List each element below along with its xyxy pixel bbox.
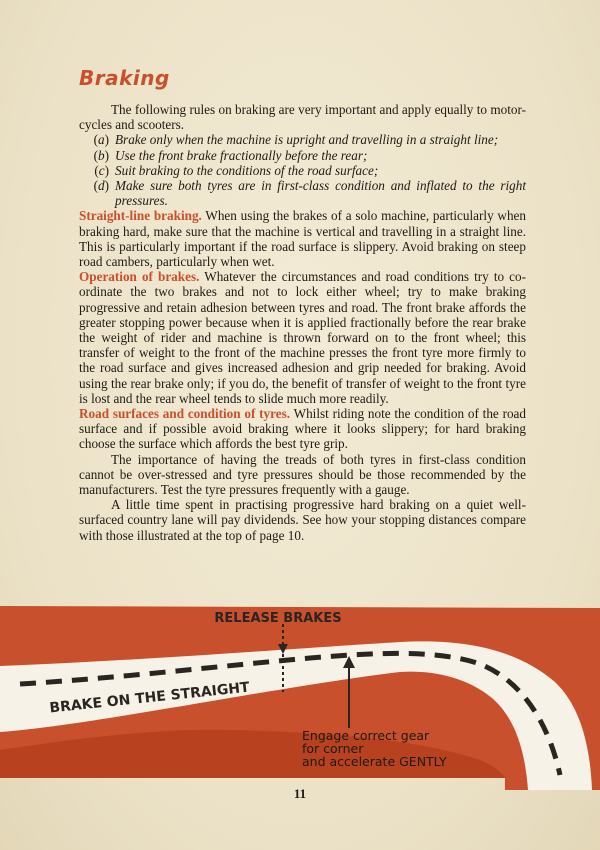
- engage-gear-label-line2: for corner: [302, 741, 364, 756]
- section-road-surfaces: [79, 406, 526, 452]
- practice-paragraph: A little time spent in practising progressive hard braking on a quiet well-surfaced country lane will pay dividends. See how your stopping distances compare with those illustrated at the top of page 10.: [79, 497, 526, 543]
- section-title: Straight-line braking.: [79, 208, 202, 224]
- engage-gear-label-line3: and accelerate GENTLY: [302, 754, 447, 769]
- section-straight-line-braking: [79, 208, 526, 269]
- rule-text: Use the front brake fractionally before the rear;: [115, 147, 368, 163]
- rule-item: (b) Use the front brake fractionally before the rear;: [93, 147, 368, 163]
- page-number: 11: [293, 786, 307, 801]
- rule-text: Make sure both tyres are in first-class condition and inflated to the right pressures.: [115, 178, 526, 209]
- section-title: Operation of brakes.: [79, 269, 200, 285]
- rule-item: (c) Suit braking to the conditions of the road surface;: [94, 162, 379, 178]
- section-text: Whatever the circumstances and road conditions try to co-ordinate the two brakes and not to lock either wheel; try to make braking progressive and retain adhesion between tyres and road. The front brake affords the greater stopping power because when it is applied fractionally before the rear brake the weight of rider and machine is thrown forward on to the front wheel; this transfer of weight to the front of the machine presses the front tyre more firmly to the road surface and gives increased adhesion and grip needed for braking. Avoid using the rear brake only; if you do, the benefit of transfer of weight to the front tyre is lost and the rear wheel tends to slide much more readily.: [79, 269, 527, 406]
- section-text: When using the brakes of a solo machine, particularly when braking hard, make sure that the machine is vertical and travelling in a straight line. This is particularly important if the road surface is slippery. Avoid braking on steep road cambers, particularly when wet.: [79, 208, 526, 270]
- body-text: [79, 102, 526, 543]
- section-title: Road surfaces and condition of tyres.: [79, 406, 291, 422]
- section-text: Whilst riding note the condition of the road surface and if possible avoid braking where it looks slippery; for hard braking choose the surface which affords the best tyre grip.: [79, 406, 527, 452]
- brake-on-straight-label: BRAKE ON THE STRAIGHT: [48, 679, 251, 717]
- rule-item: (d) Make sure both tyres are in first-class condition and inflated to the right pressures.: [93, 178, 526, 209]
- section-operation-of-brakes: [79, 269, 526, 406]
- page-heading: Braking: [79, 66, 170, 90]
- braking-rules: [79, 132, 526, 208]
- rule-text: Brake only when the machine is upright and travelling in a straight line;: [115, 132, 499, 148]
- rule-text: Suit braking to the conditions of the road surface;: [115, 162, 379, 178]
- rule-item: (a) Brake only when the machine is upright and travelling in a straight line;: [93, 132, 499, 148]
- intro-paragraph: The following rules on braking are very important and apply equally to motor-cycles and scooters.: [79, 102, 526, 133]
- release-brakes-label: RELEASE BRAKES: [214, 611, 342, 626]
- tyre-pressure-paragraph: The importance of having the treads of both tyres in first-class condition cannot be over-stressed and tyre pressures should be those recommended by the manufacturers. Test the tyre pressures frequently with a gauge.: [79, 451, 526, 498]
- engage-gear-label-line1: Engage correct gear: [302, 728, 430, 743]
- braking-road-diagram: [0, 600, 600, 790]
